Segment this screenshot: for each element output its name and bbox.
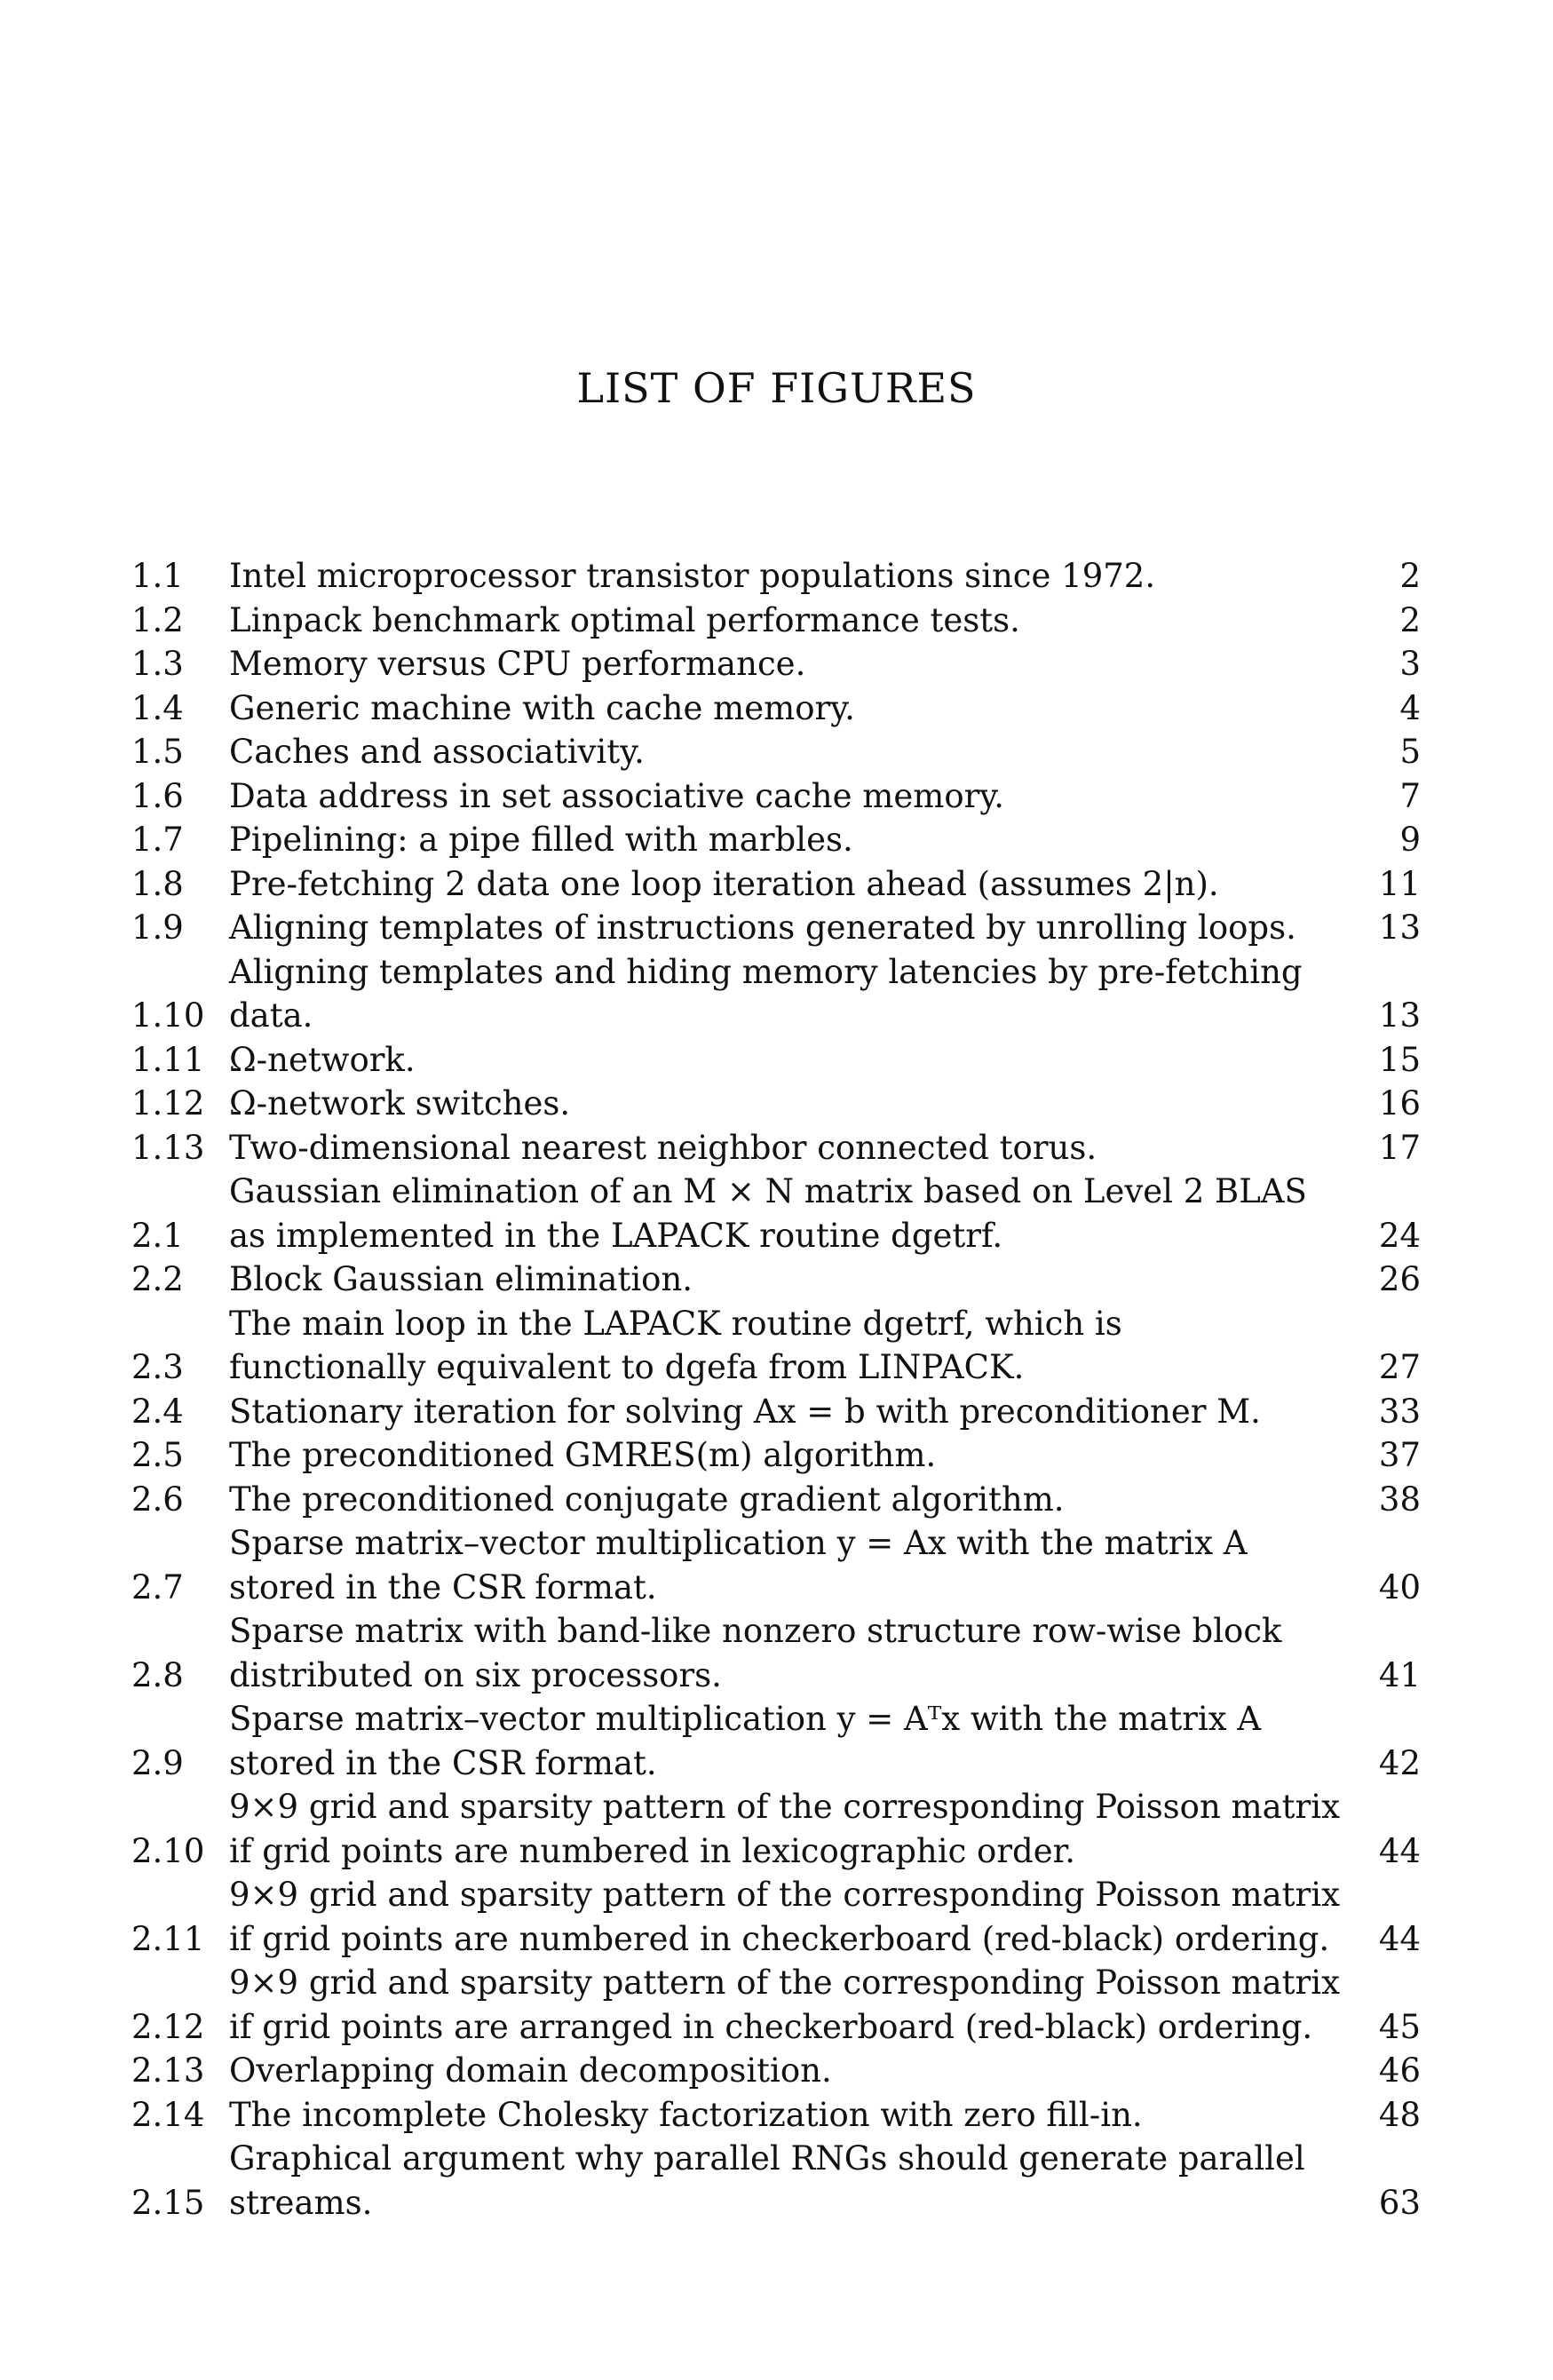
figure-number: 2.11 [131,1919,205,1958]
figure-caption-line: Pre-fetching 2 data one loop iteration ahead (assumes 2|n). [229,864,1219,903]
page-number: 46 [1378,2051,1421,2090]
page-number: 44 [1378,1919,1421,1958]
figure-caption-line: 9×9 grid and sparsity pattern of the corresponding Poisson matrix [229,1876,1340,1914]
page-number: 26 [1378,1260,1421,1298]
figure-caption-line: stored in the CSR format. [229,1567,657,1606]
figure-caption-line: Two-dimensional nearest neighbor connected torus. [229,1128,1097,1167]
figure-entry [131,1961,1421,2049]
figure-caption [229,730,1367,774]
figure-caption [229,1126,1367,1170]
figure-entry [131,2093,1421,2138]
figure-caption [229,774,1367,819]
figure-caption-line: Memory versus CPU performance. [229,645,806,683]
figure-caption-line: Aligning templates of instructions generated by unrolling loops. [229,908,1296,947]
figure-caption-line: The preconditioned conjugate gradient algorithm. [229,1480,1065,1519]
page-number: 5 [1399,733,1421,771]
figure-number: 2.10 [131,1831,205,1870]
figure-number: 1.4 [131,688,184,727]
page-number: 15 [1378,1040,1421,1079]
figure-caption-line: Sparse matrix–vector multiplication y = Ax with the matrix A [229,1524,1248,1562]
figure-caption [229,1785,1367,1873]
figure-entry [131,642,1421,686]
figure-number: 2.13 [131,2051,205,2090]
figure-number: 2.12 [131,2007,205,2046]
figure-caption [229,1302,1367,1390]
figure-entry [131,1038,1421,1083]
page-number: 7 [1399,776,1421,815]
figure-entry [131,818,1421,862]
figure-caption-line: Gaussian elimination of an M × N matrix based on Level 2 BLAS [229,1172,1307,1210]
figure-number: 1.10 [131,996,205,1035]
figure-caption-line: 9×9 grid and sparsity pattern of the corresponding Poisson matrix [229,1964,1340,2002]
figure-caption [229,2049,1367,2093]
page-number: 24 [1378,1216,1421,1255]
page-number: 44 [1378,1831,1421,1870]
figure-caption-line: Linpack benchmark optimal performance tests. [229,600,1020,639]
figure-entry [131,730,1421,774]
page-number: 4 [1399,688,1421,727]
figure-caption [229,1082,1367,1126]
figure-number: 1.7 [131,821,184,859]
figure-caption [229,1257,1367,1302]
figure-caption-line: Intel microprocessor transistor populations since 1972. [229,557,1156,595]
figure-caption-line: Aligning templates and hiding memory latencies by pre-fetching data. [229,952,1303,1035]
figure-list [131,554,1421,2225]
figure-caption-line: functionally equivalent to dgefa from LINPACK. [229,1348,1025,1386]
figure-entry [131,686,1421,731]
figure-entry [131,1785,1421,1873]
figure-caption [229,686,1367,731]
figure-entry [131,1302,1421,1390]
figure-caption [229,1433,1367,1478]
figure-entry [131,1257,1421,1302]
page-number: 42 [1378,1743,1421,1782]
page-number: 63 [1378,2183,1421,2222]
figure-caption-line: Generic machine with cache memory. [229,688,855,727]
figure-caption [229,906,1367,950]
figure-caption-line: Ω-network. [229,1040,416,1079]
figure-caption [229,1609,1367,1697]
figure-caption [229,642,1367,686]
page-number: 13 [1378,996,1421,1035]
figure-caption [229,1961,1367,2049]
figure-entry [131,1873,1421,1961]
figure-number: 2.14 [131,2095,205,2134]
figure-caption [229,1697,1367,1785]
figure-number: 2.1 [131,1216,184,1255]
figure-entry [131,1697,1421,1785]
figure-caption-line: Pipelining: a pipe filled with marbles. [229,821,853,859]
page-number: 48 [1378,2095,1421,2134]
figure-caption-line: The incomplete Cholesky factorization with zero fill-in. [229,2095,1143,2134]
figure-entry [131,1170,1421,1257]
figure-entry [131,1478,1421,1522]
page-number: 2 [1399,600,1421,639]
figure-caption-line: streams. [229,2183,373,2222]
page-number: 9 [1399,821,1421,859]
figure-entry [131,1433,1421,1478]
figure-caption [229,818,1367,862]
figure-entry [131,950,1421,1038]
figure-caption [229,2137,1367,2225]
figure-caption [229,554,1367,599]
page-number: 27 [1378,1348,1421,1386]
figure-caption-line: The main loop in the LAPACK routine dgetrf, which is [229,1304,1122,1343]
figure-number: 2.15 [131,2183,205,2222]
figure-number: 1.12 [131,1084,205,1123]
figure-caption-line: Graphical argument why parallel RNGs should generate parallel [229,2139,1305,2178]
figure-caption-line: if grid points are numbered in lexicographic order. [229,1831,1075,1870]
page-number: 16 [1378,1084,1421,1123]
figure-caption-line: Stationary iteration for solving Ax = b with preconditioner M. [229,1392,1261,1431]
figure-entry [131,1390,1421,1434]
figure-caption-line: Sparse matrix–vector multiplication y = Aᵀx with the matrix A [229,1700,1262,1738]
page-number: 45 [1378,2007,1421,2046]
page-number: 17 [1378,1128,1421,1167]
figure-caption-line: Overlapping domain decomposition. [229,2051,832,2090]
page-number: 13 [1378,908,1421,947]
figure-entry [131,1082,1421,1126]
figure-number: 2.7 [131,1567,184,1606]
figure-number: 2.5 [131,1436,184,1474]
figure-number: 1.8 [131,864,184,903]
page-number: 3 [1399,645,1421,683]
page-number: 41 [1378,1655,1421,1694]
figure-caption [229,1038,1367,1083]
figure-caption-line: Data address in set associative cache memory. [229,776,1005,815]
figure-caption-line: 9×9 grid and sparsity pattern of the corresponding Poisson matrix [229,1788,1340,1826]
figure-number: 1.13 [131,1128,205,1167]
figure-number: 1.6 [131,776,184,815]
figure-entry [131,1521,1421,1609]
figure-caption-line: if grid points are arranged in checkerboard (red-black) ordering. [229,2007,1313,2046]
figure-entry [131,1126,1421,1170]
figure-caption [229,1521,1367,1609]
figure-entry [131,554,1421,599]
figure-caption [229,1170,1367,1257]
figure-number: 1.9 [131,908,184,947]
figure-caption [229,1478,1367,1522]
figure-caption [229,599,1367,643]
figure-number: 1.1 [131,557,184,595]
figure-caption [229,1873,1367,1961]
figure-entry [131,774,1421,819]
figure-number: 2.6 [131,1480,184,1519]
page-number: 37 [1378,1436,1421,1474]
figure-entry [131,1609,1421,1697]
figure-entry [131,862,1421,907]
page-number: 11 [1378,864,1421,903]
figure-number: 1.11 [131,1040,205,1079]
figure-number: 1.2 [131,600,184,639]
figure-number: 1.3 [131,645,184,683]
figure-number: 1.5 [131,733,184,771]
page-number: 40 [1378,1567,1421,1606]
figure-caption [229,2093,1367,2138]
figure-caption [229,1390,1367,1434]
page-title: LIST OF FIGURES [576,364,977,412]
figure-caption [229,862,1367,907]
figure-caption-line: Ω-network switches. [229,1084,571,1123]
figure-number: 2.3 [131,1348,184,1386]
figure-entry [131,2137,1421,2225]
figure-entry [131,599,1421,643]
figure-caption-line: stored in the CSR format. [229,1743,657,1782]
figure-caption-line: if grid points are numbered in checkerboard (red-black) ordering. [229,1919,1330,1958]
figure-caption-line: distributed on six processors. [229,1655,722,1694]
figure-caption-line: Block Gaussian elimination. [229,1260,693,1298]
page-number: 2 [1399,557,1421,595]
figure-caption-line: Sparse matrix with band-like nonzero structure row-wise block [229,1612,1282,1650]
figure-caption-line: as implemented in the LAPACK routine dgetrf. [229,1216,1003,1255]
page-number: 33 [1378,1392,1421,1431]
page-number: 38 [1378,1480,1421,1519]
figure-entry [131,2049,1421,2093]
figure-number: 2.8 [131,1655,184,1694]
figure-entry [131,906,1421,950]
figure-number: 2.4 [131,1392,184,1431]
figure-caption-line: The preconditioned GMRES(m) algorithm. [229,1436,937,1474]
figure-caption-line: Caches and associativity. [229,733,645,771]
figure-caption [229,950,1367,1038]
figure-number: 2.2 [131,1260,184,1298]
figure-number: 2.9 [131,1743,184,1782]
